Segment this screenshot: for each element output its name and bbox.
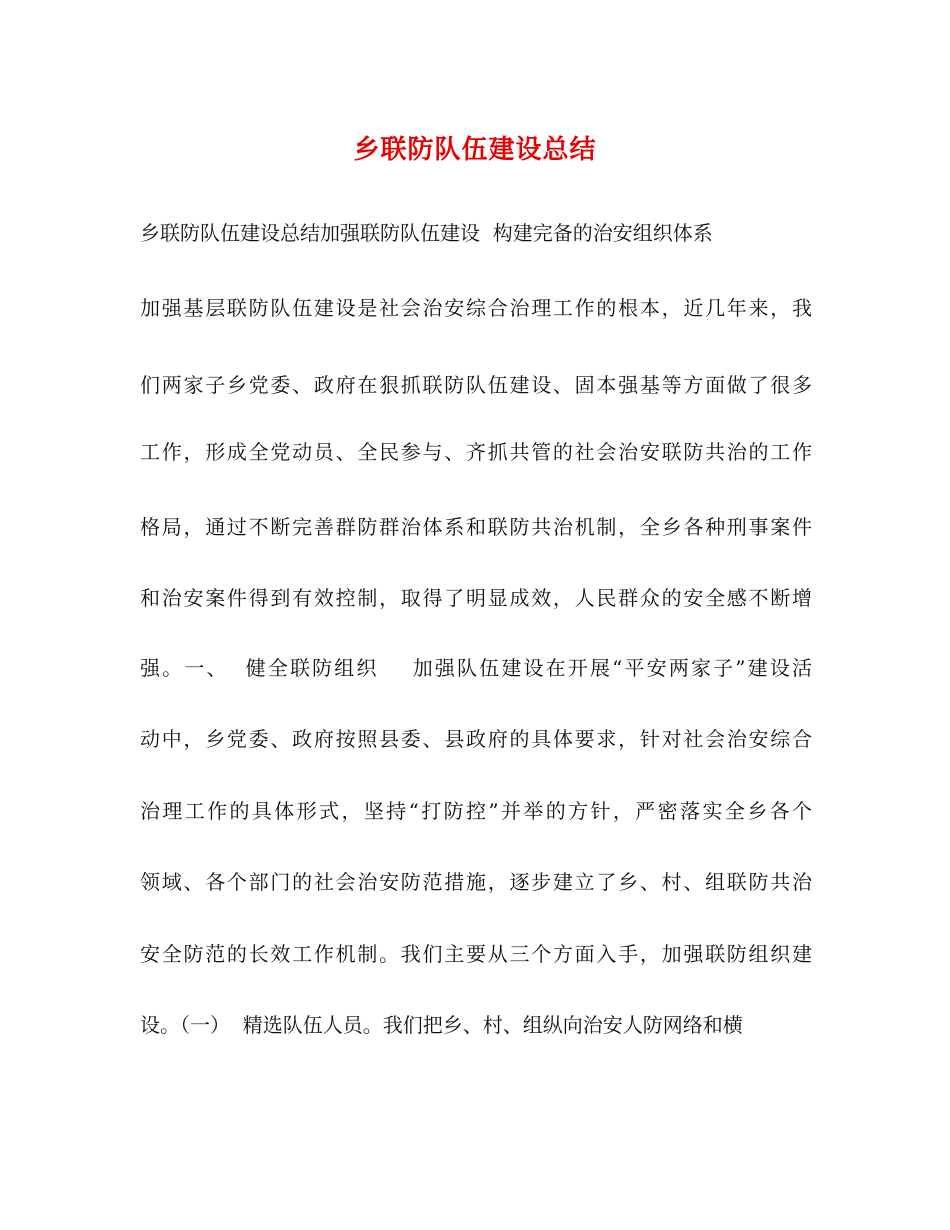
body-line-9: 领域、各个部门的社会治安防范措施，逐步建立了乡、村、组联防共治 xyxy=(140,870,812,894)
body-line-7: 动中，乡党委、政府按照县委、县政府的具体要求，针对社会治安综合 xyxy=(140,727,812,751)
body-line-4: 格局，通过不断完善群防群治体系和联防共治机制，全乡各种刑事案件 xyxy=(140,515,812,539)
body-line-2: 们两家子乡党委、政府在狠抓联防队伍建设、固本强基等方面做了很多 xyxy=(140,373,812,397)
document-subtitle: 乡联防队伍建设总结加强联防队伍建设 构建完备的治安组织体系 xyxy=(140,221,713,245)
document-title: 乡联防队伍建设总结 xyxy=(353,135,597,165)
body-line-6: 强。一、 健全联防组织 加强队伍建设在开展“平安两家子”建设活 xyxy=(140,656,812,680)
body-line-3: 工作，形成全党动员、全民参与、齐抓共管的社会治安联防共治的工作 xyxy=(140,440,812,464)
body-line-8: 治理工作的具体形式，坚持“打防控”并举的方针，严密落实全乡各个 xyxy=(140,799,812,823)
body-line-5: 和治安案件得到有效控制，取得了明显成效，人民群众的安全感不断增 xyxy=(140,586,812,610)
body-line-1: 加强基层联防队伍建设是社会治安综合治理工作的根本，近几年来，我 xyxy=(140,296,812,320)
body-line-11: 设。（一） 精选队伍人员。我们把乡、村、组纵向治安人防网络和横 xyxy=(140,1013,743,1037)
body-line-10: 安全防范的长效工作机制。我们主要从三个方面入手，加强联防组织建 xyxy=(140,942,812,966)
